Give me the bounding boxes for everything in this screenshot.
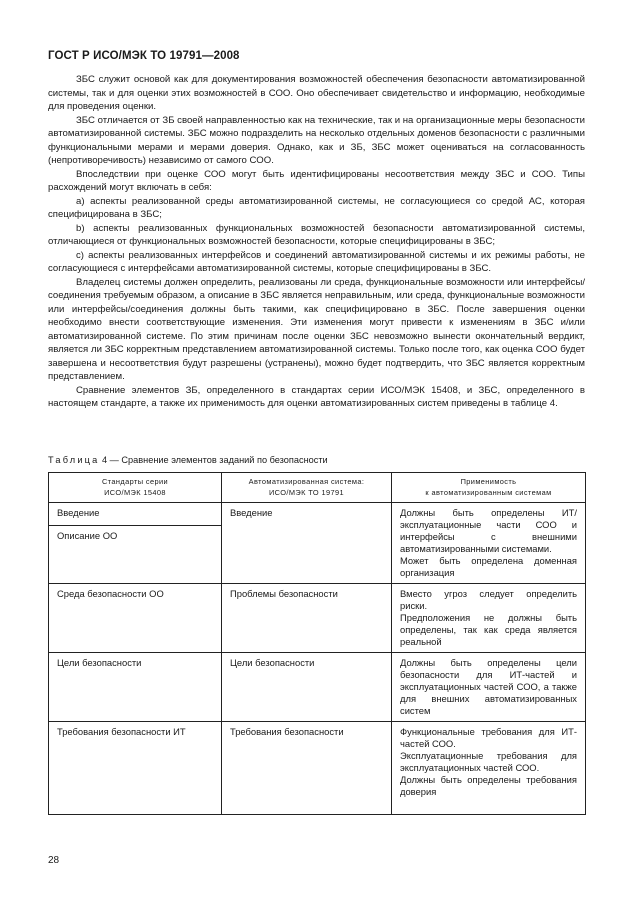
table-row	[49, 584, 586, 653]
table-cell: Функциональные требования для ИТ-частей СОО. Эксплуатационные требования для эксплуатационных частей СОО. Должны быть определены требования доверия	[392, 722, 586, 815]
table-cell: Должны быть определены цели безопасности для ИТ-частей и эксплуатационных частей СОО, а также для внешних автоматизированных систем	[392, 653, 586, 722]
table-cell: Цели безопасности	[49, 653, 222, 722]
table-cell: Должны быть определены ИТ/эксплуатационные части СОО и интерфейсы с внешними автоматизированными системами. Может быть определена доменная организация	[392, 503, 586, 584]
table-cell: Проблемы безопасности	[222, 584, 392, 653]
table-cell: Требования безопасности ИТ	[49, 722, 222, 815]
body-text	[48, 73, 585, 411]
column-header: Автоматизированная система: ИСО/МЭК ТО 19791	[222, 473, 392, 503]
comparison-table	[48, 472, 586, 815]
paragraph: Владелец системы должен определить, реализованы ли среда, функциональные возможности или интерфейсы/соединения требуемым образом, а описание в ЗБС является неправильным, или среда, функциональные возможности или интерфейсы/соединения должны быть такими, как специфицировано в ЗБС. После завершения оценки необходимо внести соответствующие изменения. Эти изменения могут привести к изменениям в ЗБС и/или автоматизированной системе. По этим причинам после оценки ЗБС невозможно вынести окончательный вердикт, является ли ЗБС корректным представлением автоматизированной системы. Только после того, как оценка СОО будет завершена и несоответствия будут разрешены (устранены), можно будет подтвердить, что ЗБС является корректным представлением.	[48, 276, 585, 382]
table-cell: Описание ОО	[49, 526, 222, 584]
table-caption	[48, 455, 328, 465]
page-header: ГОСТ Р ИСО/МЭК ТО 19791—2008	[48, 50, 240, 62]
table-cell: Введение	[222, 503, 392, 584]
list-item: а) аспекты реализованной среды автоматизированной системы, не согласующиеся со средой АС, которая специфицирована в ЗБС;	[48, 195, 585, 220]
table-header-row	[49, 473, 586, 503]
paragraph: ЗБС отличается от ЗБ своей направленностью как на технические, так и на организационные меры безопасности автоматизированной системы. ЗБС можно подразделить на несколько отдельных доменов безопасности с различными функциональными мерами и мерами доверия. Однако, как и ЗБ, ЗБС может оцениваться на согласованность (непротиворечивость) независимо от самого СОО.	[48, 114, 585, 166]
paragraph: Сравнение элементов ЗБ, определенного в стандартах серии ИСО/МЭК 15408, и ЗБС, определенного в настоящем стандарте, а также их применимость для оценки автоматизированных систем приведены в таблице 4.	[48, 384, 585, 409]
table-row	[49, 653, 586, 722]
table-cell: Требования безопасности	[222, 722, 392, 815]
paragraph: Впоследствии при оценке СОО могут быть идентифицированы несоответствия между ЗБС и СОО. Типы расхождений могут включать в себя:	[48, 168, 585, 193]
table-cell: Цели безопасности	[222, 653, 392, 722]
table-row	[49, 503, 586, 526]
list-item: с) аспекты реализованных интерфейсов и соединений автоматизированной системы и их режимы работы, не согласующиеся с интерфейсами автоматизированной системы, которые специфицированы в ЗБС.	[48, 249, 585, 274]
column-header: Применимость к автоматизированным системам	[392, 473, 586, 503]
table-cell: Вместо угроз следует определить риски. Предположения не должны быть определены, так как среда является реальной	[392, 584, 586, 653]
table-row	[49, 722, 586, 815]
page-number: 28	[48, 855, 60, 866]
list-item: b) аспекты реализованных функциональных возможностей безопасности автоматизированной системы, отличающиеся от функциональных возможностей безопасности, которые специфицированы в ЗБС;	[48, 222, 585, 247]
table-caption-label: Таблица	[48, 455, 100, 465]
table-cell: Среда безопасности ОО	[49, 584, 222, 653]
paragraph: ЗБС служит основой как для документирования возможностей обеспечения безопасности автоматизированной системы, так и для оценки этих возможностей в СОО. Оно обеспечивает свидетельство и информацию, необходимые для проведения оценки.	[48, 74, 585, 112]
table-cell: Введение	[49, 503, 222, 526]
column-header: Стандарты серии ИСО/МЭК 15408	[49, 473, 222, 503]
table-caption-text: 4 — Сравнение элементов заданий по безопасности	[102, 455, 328, 465]
